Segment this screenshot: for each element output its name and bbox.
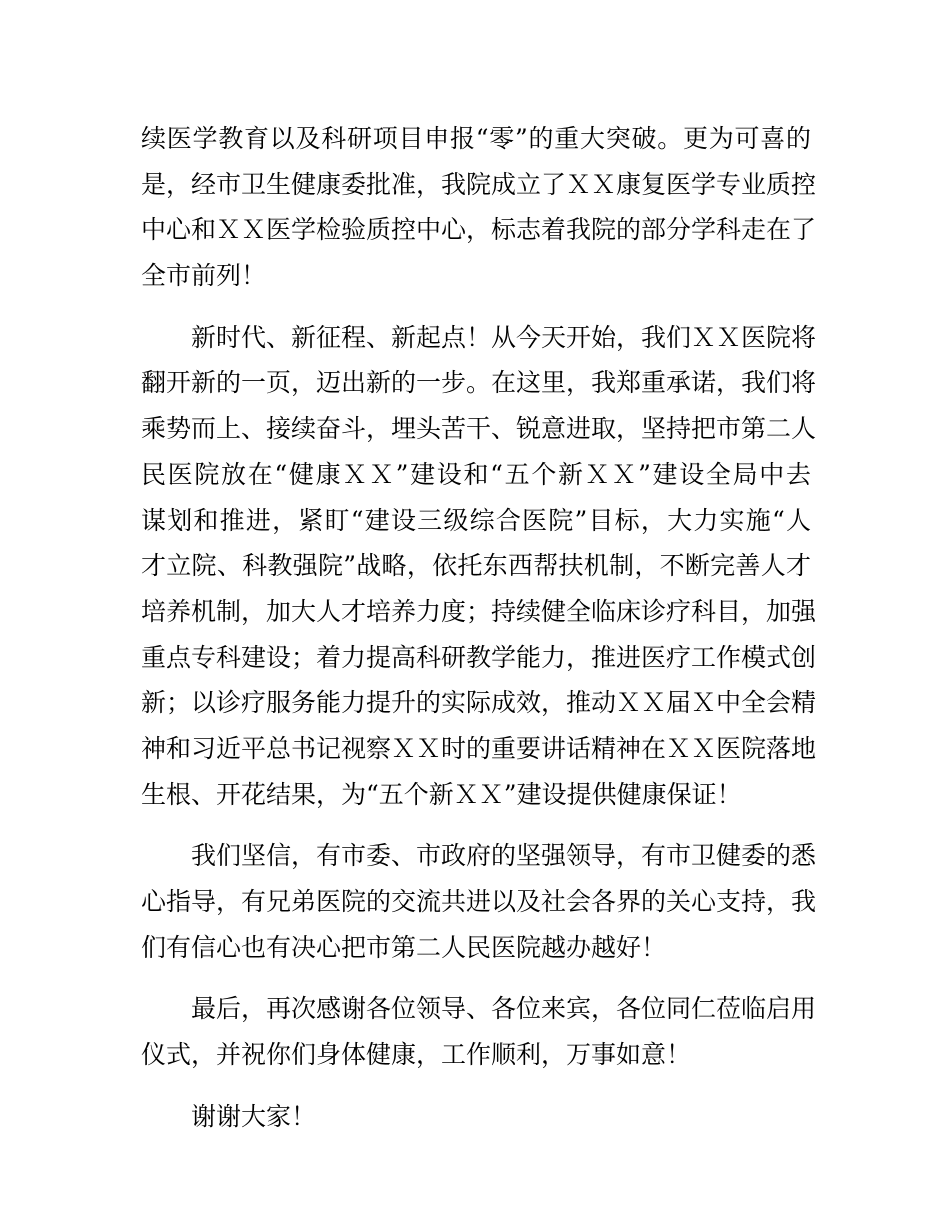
paragraph-5 [141,1094,811,1140]
text-line: 谋划和推进，紧盯“建设三级综合医院”目标，大力实施“人 [141,505,811,535]
text-line: 仪式，并祝你们身体健康，工作顺利，万事如意！ [141,1040,692,1070]
text-line: 民医院放在“健康ＸＸ”建设和“五个新ＸＸ”建设全局中去 [141,459,811,489]
text-line: 新；以诊疗服务能力提升的实际成效，推动ＸＸ届Ｘ中全会精 [141,688,817,718]
text-line: 谢谢大家！ [191,1101,317,1131]
text-line: 乘势而上、接续奋斗，埋头苦干、锐意进取，坚持把市第二人 [141,414,817,444]
paragraph-1 [141,116,817,299]
text-line: 心指导，有兄弟医院的交流共进以及社会各界的关心支持，我 [141,887,817,916]
text-line: 神和习近平总书记视察ＸＸ时的重要讲话精神在ＸＸ医院落地 [141,733,817,763]
text-line: 最后，再次感谢各位领导、各位来宾，各位同仁莅临启用 [191,994,817,1024]
text-line: 是，经市卫生健康委批准，我院成立了ＸＸ康复医学专业质控 [141,169,817,199]
paragraph-2 [141,315,817,818]
text-line: 们有信心也有决心把市第二人民医院越办越好！ [141,932,667,962]
text-line: 才立院、科教强院”战略，依托东西帮扶机制，不断完善人才 [141,551,811,581]
text-line: 生根、开花结果，为“五个新ＸＸ”建设提供健康保证！ [141,779,742,809]
text-line: 新时代、新征程、新起点！从今天开始，我们ＸＸ医院将 [191,322,817,352]
paragraph-3 [141,833,817,970]
text-line: 中心和ＸＸ医学检验质控中心，标志着我院的部分学科走在了 [141,215,817,245]
text-line: 培养机制，加大人才培养力度；持续健全临床诊疗科目，加强 [141,596,817,626]
document-body [141,116,817,1155]
paragraph-4 [141,986,817,1077]
text-line: 翻开新的一页，迈出新的一步。在这里，我郑重承诺，我们将 [141,368,817,398]
text-line: 全市前列！ [141,261,267,291]
text-line: 重点专科建设；着力提高科研教学能力，推进医疗工作模式创 [141,642,817,672]
text-line: 我们坚信，有市委、市政府的坚强领导，有市卫健委的悉 [191,841,817,871]
text-line: 续医学教育以及科研项目申报“零”的重大突破。更为可喜的 [141,124,811,153]
